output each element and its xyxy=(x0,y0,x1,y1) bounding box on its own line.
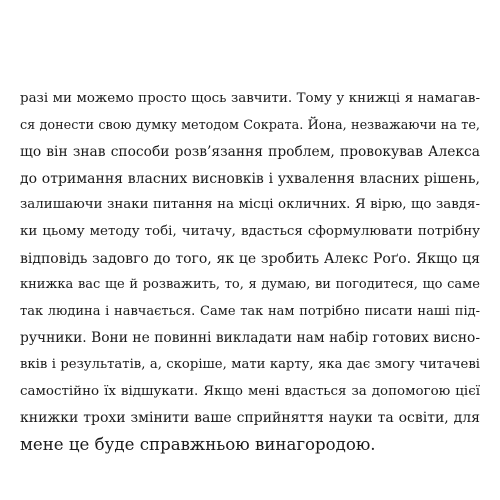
text-line-7: відповідь задовго до того, як це зробить Алекс Роґо. Якщо ця xyxy=(20,250,480,267)
text-line-8: книжка вас ще й розважить, то, я думаю, ви погодитеся, що саме xyxy=(20,277,480,293)
text-line-3: що він знав способи розв’язання проблем, провокував Алекса xyxy=(20,144,480,161)
text-line-1: разі ми можемо просто щось завчити. Тому у книжці я намагав- xyxy=(20,91,480,106)
text-line-4: до отримання власних висновків і ухвалення власних рішень, xyxy=(20,170,480,187)
text-line-9: так людина і навчається. Саме так нам потрібно писати наші під- xyxy=(20,303,480,319)
text-line-10: ручники. Вони не повинні викладати нам набір готових висно- xyxy=(20,330,480,347)
text-line-6: ки цьому методу тобі, читачу, вдасться сформулювати потрібну xyxy=(20,223,480,239)
body-paragraph xyxy=(20,86,480,458)
text-line-12: самостійно їх відшукати. Якщо мені вдасться за допомогою цієї xyxy=(20,383,480,399)
text-line-13: книжки трохи змінити ваше сприйняття науки та освіти, для xyxy=(20,410,480,427)
text-line-11: вків і результатів, а, скоріше, мати карту, яка дає змогу читачеві xyxy=(20,356,480,372)
text-line-5: залишаючи знаки питання на місці окличних. Я вірю, що завдя- xyxy=(20,197,480,213)
text-line-2: ся донести свою думку методом Сократа. Йона, незважаючи на те, xyxy=(20,117,480,133)
text-line-14: мене це буде справжньою винагородою. xyxy=(20,434,376,454)
